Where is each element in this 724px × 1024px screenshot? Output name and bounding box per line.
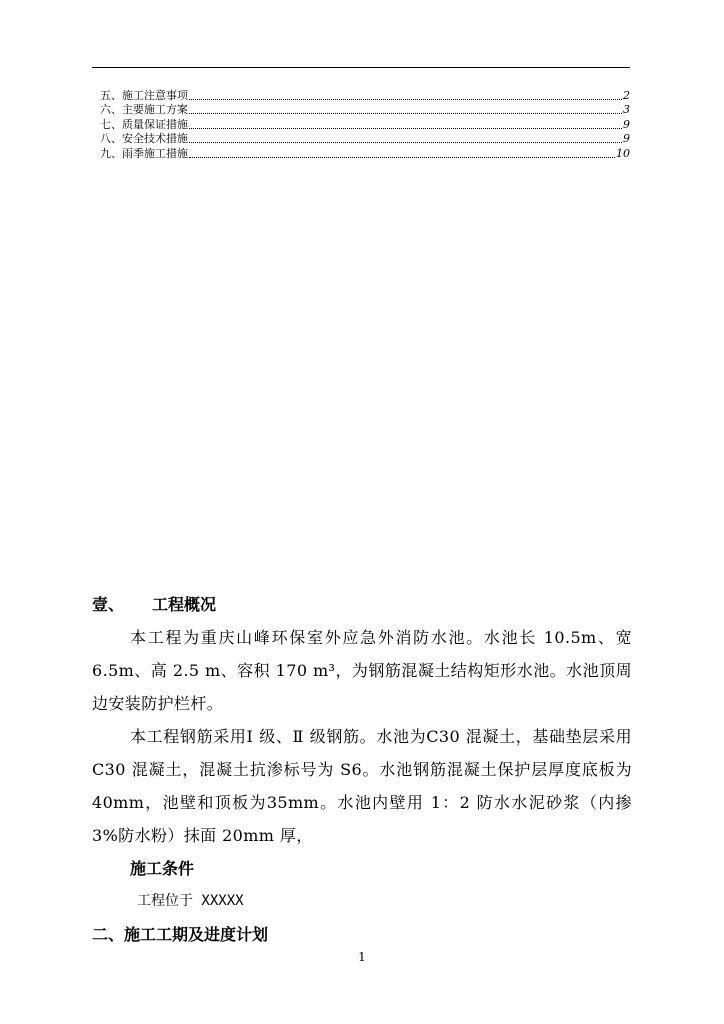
toc-entry-label: 八、安全技术措施: [100, 132, 188, 145]
toc-leader-dots: [189, 141, 622, 143]
section-number: 壹、: [92, 595, 125, 614]
document-body: [92, 588, 632, 951]
toc-entry-label: 五、施工注意事项: [100, 88, 188, 102]
toc-leader-dots: [189, 98, 622, 100]
toc-entry-page: 2: [623, 88, 630, 102]
toc-leader-dots: [189, 127, 622, 129]
toc-entry-page: 3: [623, 103, 630, 116]
paragraph: 工程位于 XXXXX: [137, 893, 244, 909]
toc-entry-page: 9: [623, 132, 630, 145]
toc-entry-page: 9: [623, 117, 630, 131]
toc-entry-label: 七、质量保证措施: [100, 117, 188, 131]
paragraph: 本工程钢筋采用Ⅰ 级、Ⅱ 级钢筋。水池为C30 混凝土，基础垫层采用C30 混凝土，混凝土抗渗标号为 S6。水池钢筋混凝土保护层厚度底板为40mm，池壁和顶板为35mm。水池内壁用 1：2 防水水泥砂浆（内掺 3%防水粉）抹面 20mm 厚，: [92, 727, 632, 845]
page-number: 1: [358, 950, 366, 964]
paragraph: 本工程为重庆山峰环保室外应急外消防水池。水池长 10.5m、宽6.5m、高 2.5 m、容积 170 m³，为钢筋混凝土结构矩形水池。水池顶周边安装防护栏杆。: [92, 628, 632, 713]
table-of-contents: [100, 88, 630, 161]
section-heading: [92, 588, 632, 621]
toc-entry[interactable]: [100, 132, 630, 147]
toc-entry-label: 六、主要施工方案: [100, 103, 188, 116]
toc-entry[interactable]: [100, 146, 630, 161]
sub-heading: 施工条件: [130, 859, 195, 878]
section-title: 工程概况: [152, 595, 217, 614]
toc-leader-dots: [189, 156, 615, 158]
toc-entry-label: 九、雨季施工措施: [100, 146, 188, 160]
toc-entry-page: 10: [616, 146, 630, 160]
toc-entry[interactable]: [100, 117, 630, 132]
header-rule: [92, 67, 630, 68]
toc-leader-dots: [189, 112, 622, 114]
toc-entry[interactable]: [100, 88, 630, 103]
toc-entry[interactable]: [100, 103, 630, 118]
section-heading: 二、施工工期及进度计划: [92, 925, 269, 944]
